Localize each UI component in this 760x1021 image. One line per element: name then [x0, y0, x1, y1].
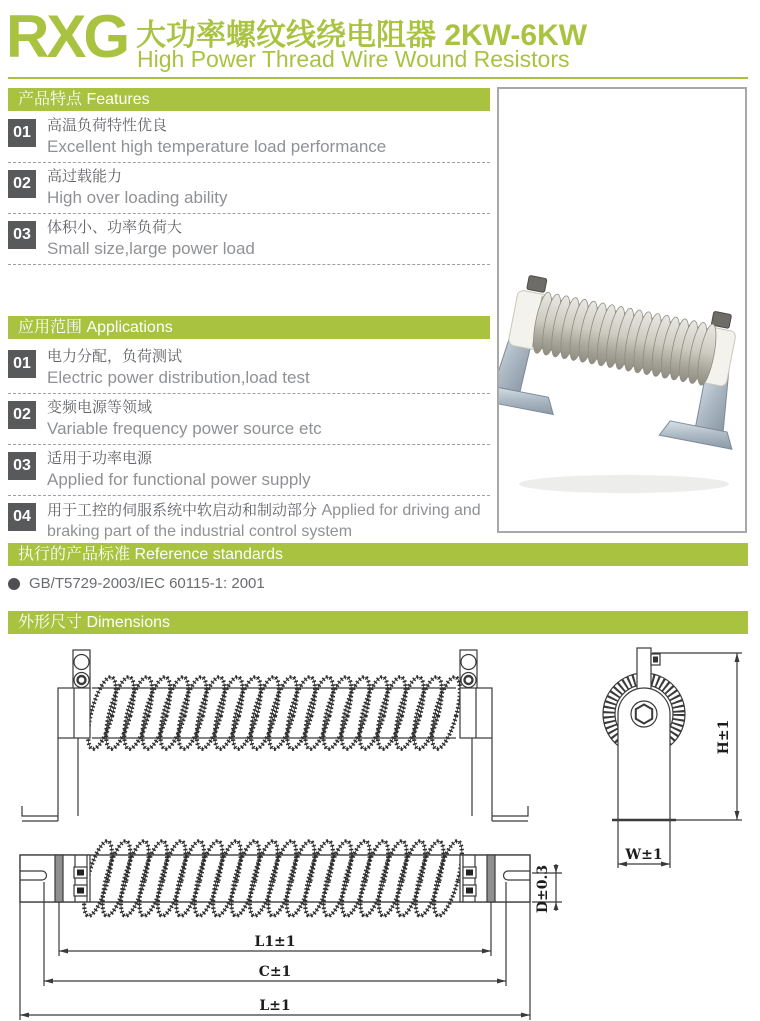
page-title-en: High Power Thread Wire Wound Resistors — [137, 46, 570, 72]
item-text-en: Applied for functional power supply — [47, 470, 311, 489]
item-text-en: Variable frequency power source etc — [47, 419, 322, 438]
item-text-zh: 用于工控的伺服系统中软启动和制动部分 — [47, 502, 318, 519]
list-item — [8, 214, 490, 265]
dimension-drawing — [0, 640, 760, 1021]
item-number-badge: 02 — [8, 170, 36, 198]
list-item — [8, 343, 490, 394]
bullet-icon — [8, 578, 20, 590]
dim-label-d: D±0.3 — [535, 864, 551, 914]
standard-text: GB/T5729-2003/IEC 60115-1: 2001 — [29, 575, 265, 592]
item-number-badge: 02 — [8, 401, 36, 429]
dim-label-h: H±1 — [716, 719, 732, 755]
product-photo — [499, 89, 745, 531]
features-section-header: 产品特点 Features — [8, 88, 490, 111]
list-item — [8, 112, 490, 163]
page-title-zh: 大功率螺纹线绕电阻器 2KW-6KW — [136, 19, 588, 52]
item-text-zh: 高过载能力 — [47, 168, 123, 185]
item-text-zh: 适用于功率电源 — [47, 450, 153, 467]
list-item — [8, 496, 490, 546]
dim-label-l1: L1±1 — [254, 934, 296, 950]
standard-item — [8, 575, 265, 592]
item-text-en: High over loading ability — [47, 188, 228, 207]
item-text-zh: 变频电源等领域 — [47, 399, 153, 416]
item-number-badge: 01 — [8, 119, 36, 147]
header-rule — [8, 77, 748, 79]
dim-label-w: W±1 — [625, 847, 663, 863]
item-text-en: Applied for driving and braking part of the industrial control system — [47, 502, 481, 540]
list-item — [8, 394, 490, 445]
standards-section-header: 执行的产品标准 Reference standards — [8, 543, 748, 566]
item-text-en: Excellent high temperature load performance — [47, 137, 387, 156]
brand-logo: RXG — [6, 3, 128, 70]
item-number-badge: 01 — [8, 350, 36, 378]
applications-list — [8, 343, 490, 546]
product-photo-frame — [497, 87, 747, 533]
dimensions-section-header: 外形尺寸 Dimensions — [8, 611, 748, 634]
item-number-badge: 04 — [8, 503, 36, 531]
list-item — [8, 163, 490, 214]
features-list — [8, 112, 490, 265]
item-text-zh: 电力分配，负荷测试 — [47, 348, 183, 365]
item-number-badge: 03 — [8, 221, 36, 249]
item-text-zh: 高温负荷特性优良 — [47, 117, 168, 134]
list-item — [8, 445, 490, 496]
item-text-en: Electric power distribution,load test — [47, 368, 310, 387]
item-text-en: Small size,large power load — [47, 239, 255, 258]
dim-label-c: C±1 — [258, 964, 292, 980]
item-text-zh: 体积小、功率负荷大 — [47, 219, 183, 236]
applications-section-header: 应用范围 Applications — [8, 316, 490, 339]
item-number-badge: 03 — [8, 452, 36, 480]
dim-label-l: L±1 — [259, 998, 291, 1014]
